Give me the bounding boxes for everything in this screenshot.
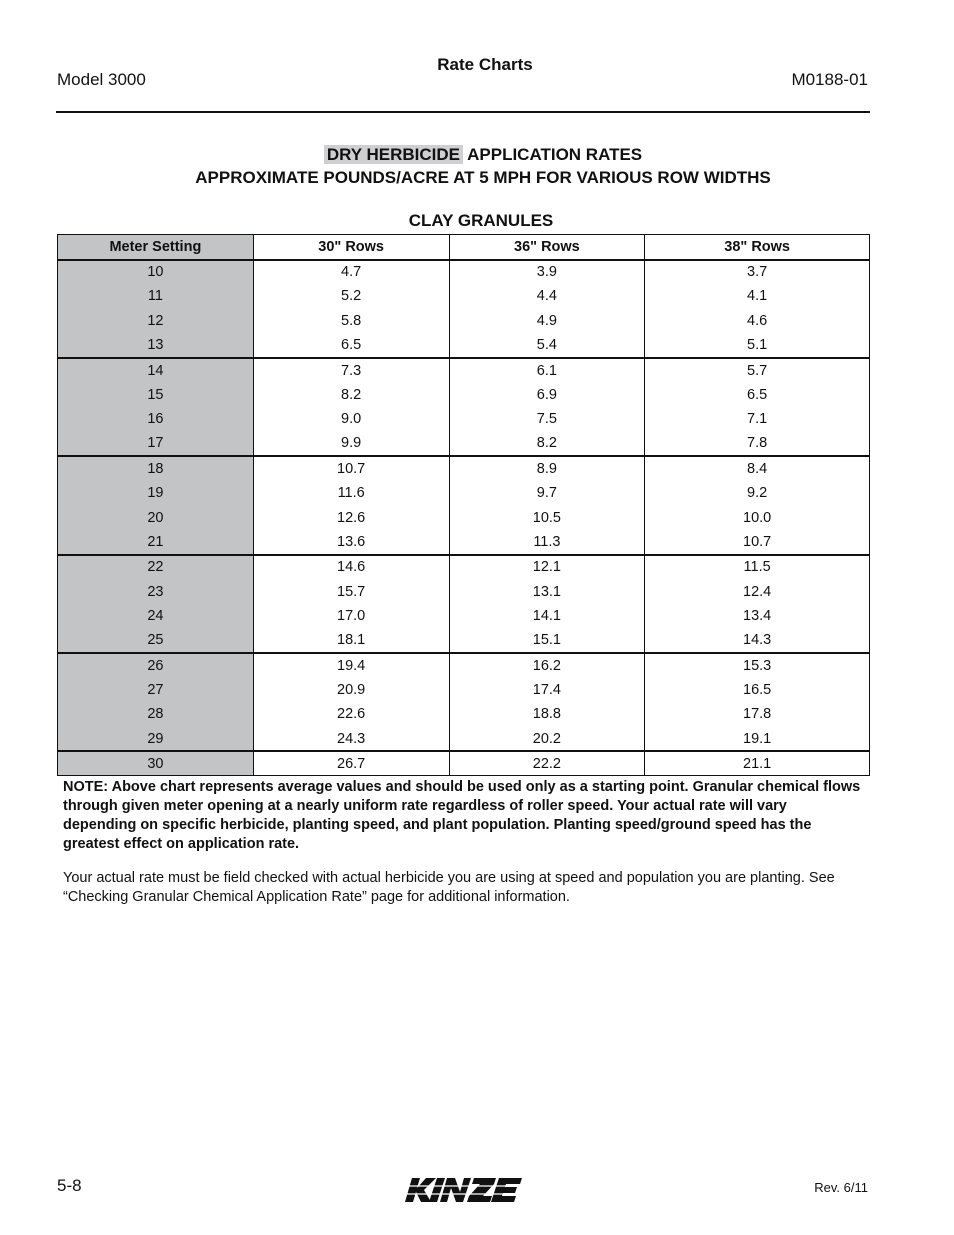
- rate-cell: 17.8: [645, 702, 870, 727]
- table-header-row: [58, 235, 870, 260]
- meter-setting-cell: 19: [58, 481, 254, 506]
- title-highlight: DRY HERBICIDE: [324, 145, 463, 164]
- table-row: [58, 530, 870, 555]
- column-header-30-rows: 30" Rows: [253, 235, 449, 260]
- rate-cell: 21.1: [645, 751, 870, 776]
- table-row: [58, 628, 870, 653]
- rate-cell: 20.9: [253, 678, 449, 703]
- column-header-38-rows: 38" Rows: [645, 235, 870, 260]
- rate-table: [57, 234, 870, 776]
- rate-cell: 17.0: [253, 604, 449, 629]
- rate-cell: 15.1: [449, 628, 645, 653]
- meter-setting-cell: 26: [58, 653, 254, 678]
- rate-cell: 19.1: [645, 727, 870, 752]
- meter-setting-cell: 20: [58, 505, 254, 530]
- rate-cell: 5.8: [253, 309, 449, 334]
- rate-cell: 4.6: [645, 309, 870, 334]
- meter-setting-cell: 24: [58, 604, 254, 629]
- table-row: [58, 481, 870, 506]
- table-row: [58, 579, 870, 604]
- table-row: [58, 653, 870, 678]
- chart-title-line2: APPROXIMATE POUNDS/ACRE AT 5 MPH FOR VARIOUS ROW WIDTHS: [195, 168, 771, 187]
- rate-cell: 3.9: [449, 260, 645, 285]
- table-row: [58, 333, 870, 358]
- table-row: [58, 284, 870, 309]
- table-row: [58, 751, 870, 776]
- rate-cell: 12.4: [645, 579, 870, 604]
- rate-cell: 18.8: [449, 702, 645, 727]
- rate-cell: 11.6: [253, 481, 449, 506]
- rate-cell: 12.1: [449, 555, 645, 580]
- meter-setting-cell: 17: [58, 432, 254, 457]
- rate-cell: 6.9: [449, 382, 645, 407]
- table-row: [58, 260, 870, 285]
- rate-cell: 7.3: [253, 358, 449, 383]
- instruction-paragraph: Your actual rate must be field checked with actual herbicide you are using at speed and population you are planting. See “Checking Granular Chemical Application Rate” page for additional information.: [63, 870, 835, 905]
- rate-cell: 16.2: [449, 653, 645, 678]
- table-row: [58, 702, 870, 727]
- table-row: [58, 555, 870, 580]
- rate-cell: 19.4: [253, 653, 449, 678]
- rate-cell: 3.7: [645, 260, 870, 285]
- meter-setting-cell: 21: [58, 530, 254, 555]
- rate-cell: 10.0: [645, 505, 870, 530]
- rate-cell: 8.4: [645, 456, 870, 481]
- meter-setting-cell: 29: [58, 727, 254, 752]
- chart-title: [0, 143, 954, 189]
- rate-cell: 9.9: [253, 432, 449, 457]
- table-row: [58, 382, 870, 407]
- rate-cell: 14.6: [253, 555, 449, 580]
- column-header-36-rows: 36" Rows: [449, 235, 645, 260]
- meter-setting-cell: 13: [58, 333, 254, 358]
- rate-cell: 5.1: [645, 333, 870, 358]
- page-number: 5-8: [57, 1176, 82, 1195]
- revision-label: Rev. 6/11: [814, 1180, 868, 1195]
- rate-cell: 11.5: [645, 555, 870, 580]
- rate-cell: 10.7: [645, 530, 870, 555]
- meter-setting-cell: 23: [58, 579, 254, 604]
- rate-cell: 8.2: [253, 382, 449, 407]
- rate-cell: 10.7: [253, 456, 449, 481]
- rate-cell: 9.0: [253, 407, 449, 432]
- rate-cell: 11.3: [449, 530, 645, 555]
- table-row: [58, 309, 870, 334]
- rate-cell: 4.9: [449, 309, 645, 334]
- table-body: [58, 260, 870, 776]
- rate-cell: 24.3: [253, 727, 449, 752]
- rate-cell: 9.2: [645, 481, 870, 506]
- kinze-logo: [404, 1177, 524, 1203]
- table-row: [58, 432, 870, 457]
- rate-cell: 7.5: [449, 407, 645, 432]
- rate-cell: 6.5: [253, 333, 449, 358]
- rate-cell: 5.4: [449, 333, 645, 358]
- table-row: [58, 604, 870, 629]
- table-row: [58, 727, 870, 752]
- meter-setting-cell: 16: [58, 407, 254, 432]
- rate-cell: 7.8: [645, 432, 870, 457]
- header-doc-number: M0188-01: [791, 70, 868, 89]
- meter-setting-cell: 14: [58, 358, 254, 383]
- meter-setting-cell: 25: [58, 628, 254, 653]
- table-subtitle: CLAY GRANULES: [408, 211, 554, 230]
- rate-cell: 5.2: [253, 284, 449, 309]
- rate-cell: 16.5: [645, 678, 870, 703]
- meter-setting-cell: 22: [58, 555, 254, 580]
- rate-cell: 22.6: [253, 702, 449, 727]
- meter-setting-cell: 27: [58, 678, 254, 703]
- meter-setting-cell: 11: [58, 284, 254, 309]
- meter-setting-cell: 30: [58, 751, 254, 776]
- rate-cell: 15.7: [253, 579, 449, 604]
- rate-cell: 7.1: [645, 407, 870, 432]
- rate-cell: 13.4: [645, 604, 870, 629]
- meter-setting-cell: 12: [58, 309, 254, 334]
- title-line1-rest: APPLICATION RATES: [467, 145, 643, 164]
- table-row: [58, 456, 870, 481]
- meter-setting-cell: 18: [58, 456, 254, 481]
- rate-cell: 18.1: [253, 628, 449, 653]
- rate-cell: 14.3: [645, 628, 870, 653]
- rate-cell: 13.6: [253, 530, 449, 555]
- rate-cell: 13.1: [449, 579, 645, 604]
- table-row: [58, 678, 870, 703]
- table-row: [58, 505, 870, 530]
- meter-setting-cell: 10: [58, 260, 254, 285]
- rate-cell: 14.1: [449, 604, 645, 629]
- rate-cell: 15.3: [645, 653, 870, 678]
- rate-cell: 8.2: [449, 432, 645, 457]
- rate-cell: 8.9: [449, 456, 645, 481]
- rate-cell: 26.7: [253, 751, 449, 776]
- rate-cell: 12.6: [253, 505, 449, 530]
- header-model: Model 3000: [57, 70, 146, 89]
- rate-cell: 4.1: [645, 284, 870, 309]
- header-divider: [56, 111, 870, 113]
- rate-cell: 10.5: [449, 505, 645, 530]
- rate-cell: 5.7: [645, 358, 870, 383]
- meter-setting-cell: 15: [58, 382, 254, 407]
- rate-cell: 4.7: [253, 260, 449, 285]
- meter-setting-cell: 28: [58, 702, 254, 727]
- rate-cell: 6.5: [645, 382, 870, 407]
- rate-cell: 22.2: [449, 751, 645, 776]
- rate-cell: 6.1: [449, 358, 645, 383]
- table-row: [58, 358, 870, 383]
- rate-cell: 20.2: [449, 727, 645, 752]
- rate-cell: 4.4: [449, 284, 645, 309]
- page-title: Rate Charts: [437, 55, 533, 74]
- note-text: NOTE: Above chart represents average values and should be used only as a starting point. Granular chemical flows through given meter opening at a nearly uniform rate regardless of roller speed. Your actual rate will vary depending on specific herbicide, planting speed, and plant population. Planting speed/ground speed has the greatest effect on application rate.: [63, 779, 861, 852]
- column-header-meter-setting: Meter Setting: [58, 235, 254, 260]
- rate-cell: 17.4: [449, 678, 645, 703]
- rate-cell: 9.7: [449, 481, 645, 506]
- table-row: [58, 407, 870, 432]
- chart-title-line1: [12, 143, 954, 166]
